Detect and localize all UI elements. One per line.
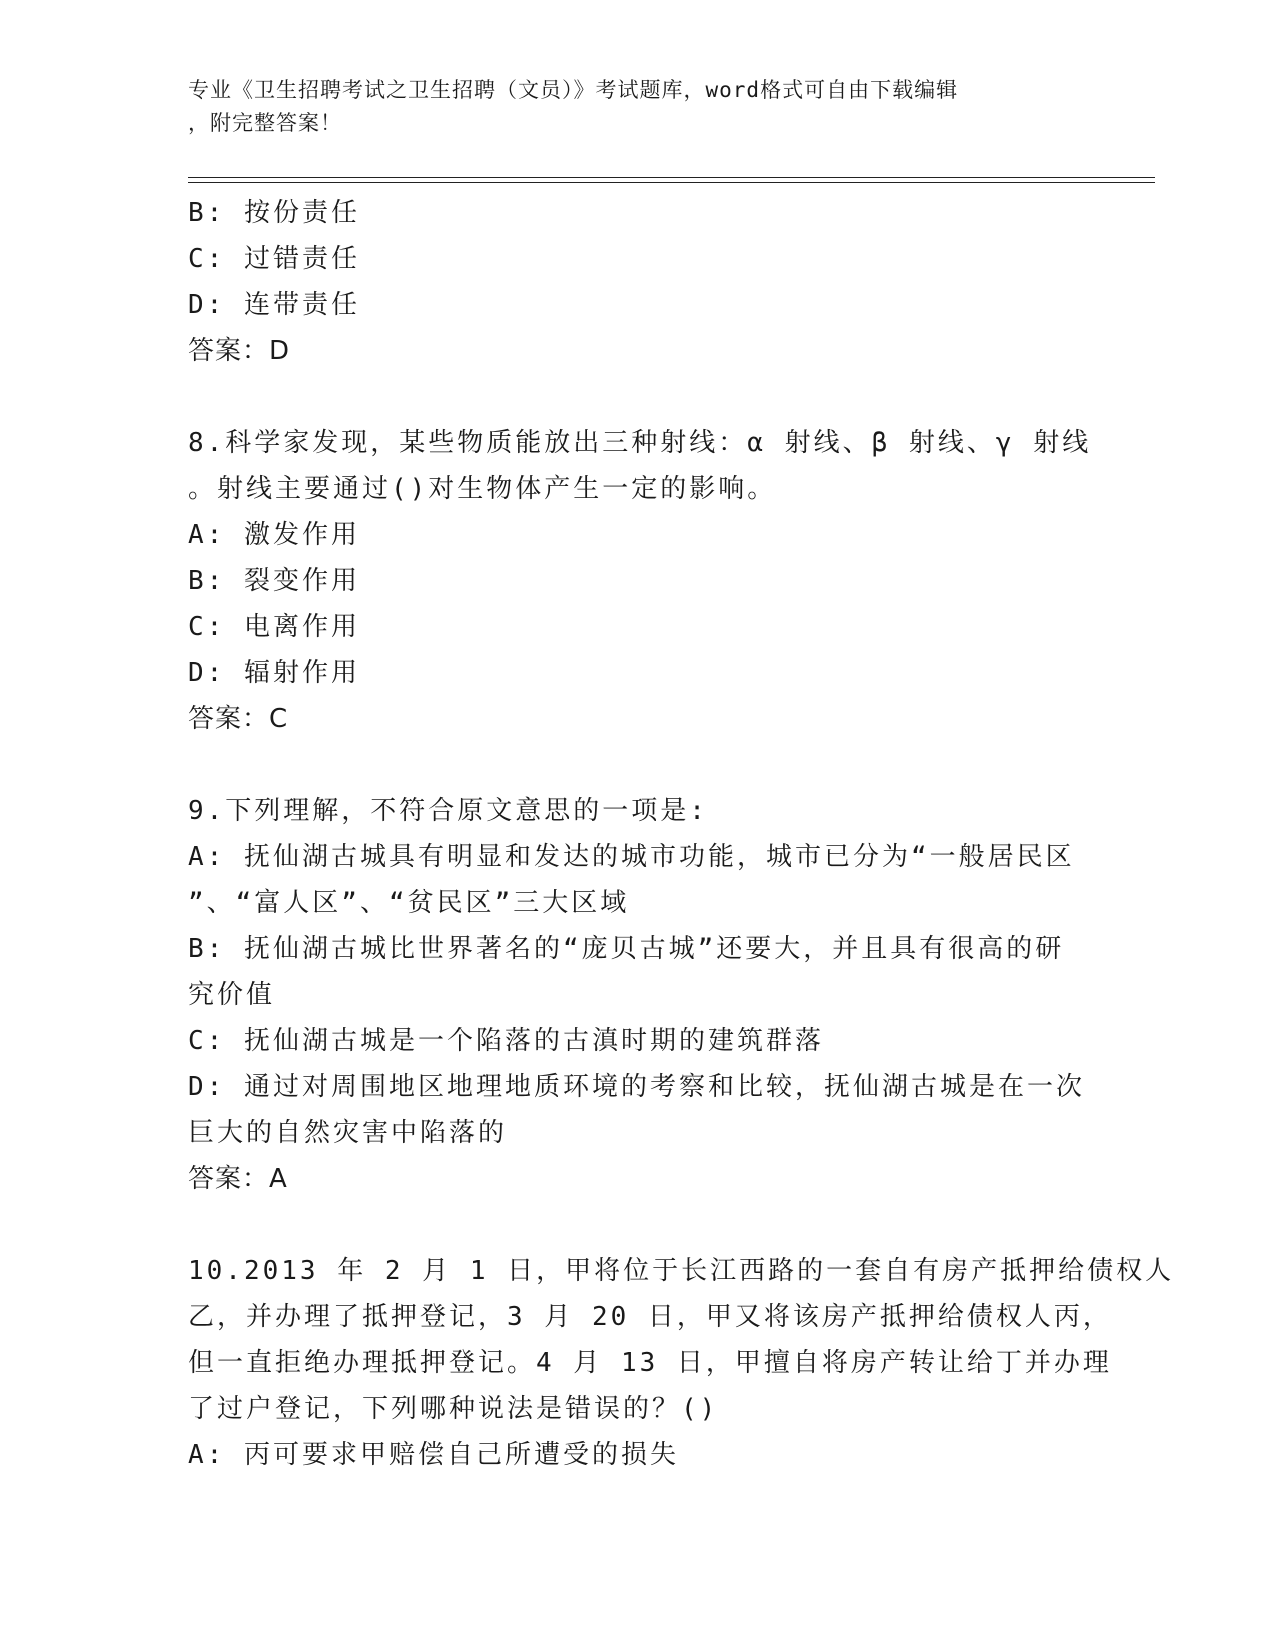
question-8 — [188, 420, 1092, 742]
q10-stem-line-2: 乙，并办理了抵押登记，3 月 20 日，甲又将该房产抵押给债权人丙， — [188, 1302, 1112, 1332]
header-divider-top — [188, 177, 1155, 178]
q9-stem: 9.下列理解，不符合原文意思的一项是: — [188, 796, 708, 826]
q8-option-c: C: 电离作用 — [188, 612, 360, 642]
q7-option-d: D: 连带责任 — [188, 290, 360, 320]
q7-option-c: C: 过错责任 — [188, 244, 360, 274]
q9-option-b-line-1: B: 抚仙湖古城比世界著名的“庞贝古城”还要大，并且具有很高的研 — [188, 934, 1065, 964]
document-header — [188, 74, 1088, 140]
q10-stem-line-1: 10.2013 年 2 月 1 日，甲将位于长江西路的一套自有房产抵押给债权人 — [188, 1256, 1175, 1286]
q8-answer: 答案：C — [188, 704, 289, 734]
q7-option-b: B: 按份责任 — [188, 198, 360, 228]
q9-option-d-line-1: D: 通过对周围地区地理地质环境的考察和比较，抚仙湖古城是在一次 — [188, 1072, 1085, 1102]
q8-option-d: D: 辐射作用 — [188, 658, 360, 688]
q9-option-d-line-2: 巨大的自然灾害中陷落的 — [188, 1118, 508, 1148]
question-9 — [188, 788, 1088, 1202]
q8-option-b: B: 裂变作用 — [188, 566, 360, 596]
q9-option-b-line-2: 究价值 — [188, 980, 276, 1010]
question-10 — [188, 1248, 1175, 1478]
question-7 — [188, 190, 1088, 374]
q8-option-a: A: 激发作用 — [188, 520, 360, 550]
q10-stem-line-4: 了过户登记，下列哪种说法是错误的？() — [188, 1394, 719, 1424]
header-divider-bottom — [188, 182, 1155, 183]
q9-option-a-line-2: ”、“富人区”、“贫民区”三大区域 — [188, 888, 630, 918]
q9-option-c: C: 抚仙湖古城是一个陷落的古滇时期的建筑群落 — [188, 1026, 824, 1056]
q9-option-a-line-1: A: 抚仙湖古城具有明显和发达的城市功能，城市已分为“一般居民区 — [188, 842, 1075, 872]
q8-stem-line-1: 8.科学家发现，某些物质能放出三种射线：α 射线、β 射线、γ 射线 — [188, 428, 1092, 458]
question-list — [188, 190, 1175, 1478]
header-line-1: 专业《卫生招聘考试之卫生招聘（文员）》考试题库，word格式可自由下载编辑 — [188, 78, 959, 102]
q10-option-a: A: 丙可要求甲赔偿自己所遭受的损失 — [188, 1440, 679, 1470]
q8-stem-line-2: 。射线主要通过()对生物体产生一定的影响。 — [188, 474, 777, 504]
header-line-2: ，附完整答案！ — [188, 111, 342, 135]
q9-answer: 答案：A — [188, 1164, 288, 1194]
q10-stem-line-3: 但一直拒绝办理抵押登记。4 月 13 日，甲擅自将房产转让给丁并办理 — [188, 1348, 1112, 1378]
q7-answer: 答案：D — [188, 336, 291, 366]
